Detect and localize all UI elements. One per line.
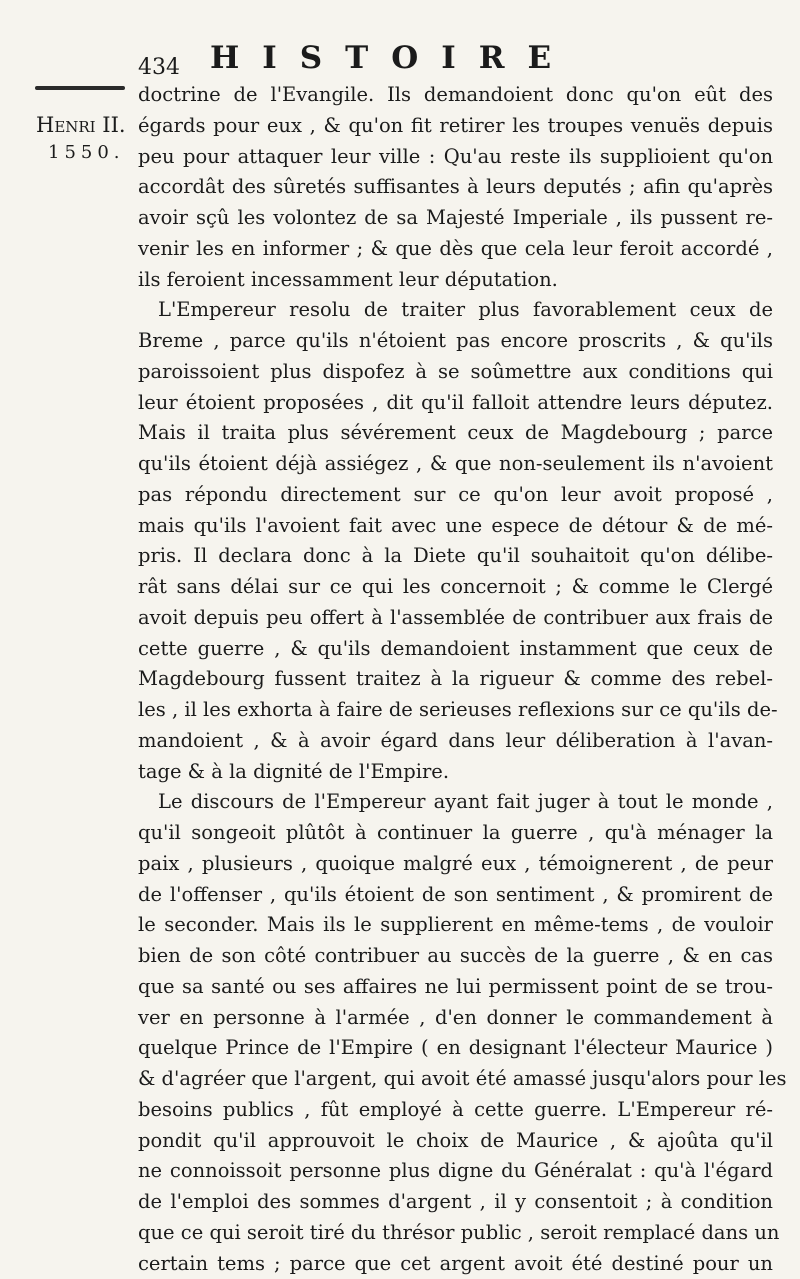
text-line: de l'emploi des sommes d'argent , il y consentoit ; à condition (138, 1187, 773, 1218)
margin-note-king: Henri II. (36, 113, 126, 137)
text-line: Magdebourg fussent traitez à la rigueur & comme des rebel- (138, 664, 773, 695)
text-line: ver en personne à l'armée , d'en donner le commandement à (138, 1003, 773, 1034)
text-line: Mais il traita plus sévérement ceux de Magdebourg ; parce (138, 418, 773, 449)
text-line: le seconder. Mais ils le supplierent en même-tems , de vouloir (138, 910, 773, 941)
text-line: quelque Prince de l'Empire ( en designant l'électeur Maurice ) (138, 1033, 773, 1064)
text-line: qu'il songeoit plûtôt à continuer la guerre , qu'à ménager la (138, 818, 773, 849)
text-line: les , il les exhorta à faire de serieuses reflexions sur ce qu'ils de- (138, 695, 773, 726)
text-line: mandoient , & à avoir égard dans leur déliberation à l'avan- (138, 726, 773, 757)
text-line: accordât des sûretés suffisantes à leurs deputés ; afin qu'après (138, 172, 773, 203)
page-number: 434 (138, 55, 180, 80)
text-line: que sa santé ou ses affaires ne lui permissent point de se trou- (138, 972, 773, 1003)
text-line: besoins publics , fût employé à cette guerre. L'Empereur ré- (138, 1095, 773, 1126)
text-line: pris. Il declara donc à la Diete qu'il souhaitoit qu'on délibe- (138, 541, 773, 572)
text-line: pas répondu directement sur ce qu'on leur avoit proposé , (138, 480, 773, 511)
text-line: paix , plusieurs , quoique malgré eux , témoignerent , de peur (138, 849, 773, 880)
text-line: ne connoissoit personne plus digne du Généralat : qu'à l'égard (138, 1156, 773, 1187)
text-line: égards pour eux , & qu'on fit retirer les troupes venuës depuis (138, 111, 773, 142)
margin-note-year: 1550. (48, 142, 125, 163)
text-line: doctrine de l'Evangile. Ils demandoient donc qu'on eût des (138, 80, 773, 111)
text-line: peu pour attaquer leur ville : Qu'au reste ils supplioient qu'on (138, 142, 773, 173)
text-line: rât sans délai sur ce qui les concernoit ; & comme le Clergé (138, 572, 773, 603)
running-title: HISTOIRE (210, 40, 574, 76)
text-line: bien de son côté contribuer au succès de la guerre , & en cas (138, 941, 773, 972)
header-rule (35, 86, 125, 90)
text-line: ils feroient incessamment leur députation. (138, 265, 773, 296)
text-line: leur étoient proposées , dit qu'il falloit attendre leurs députez. (138, 388, 773, 419)
text-line: certain tems ; parce que cet argent avoit été destiné pour un (138, 1249, 773, 1279)
text-line: paroissoient plus dispofez à se soûmettre aux conditions qui (138, 357, 773, 388)
text-line: & d'agréer que l'argent, qui avoit été amassé jusqu'alors pour les (138, 1064, 773, 1095)
text-line: tage & à la dignité de l'Empire. (138, 757, 773, 788)
text-line: cette guerre , & qu'ils demandoient instamment que ceux de (138, 634, 773, 665)
text-line: avoir sçû les volontez de sa Majesté Imperiale , ils pussent re- (138, 203, 773, 234)
text-line: qu'ils étoient déjà assiégez , & que non-seulement ils n'avoient (138, 449, 773, 480)
text-line: avoit depuis peu offert à l'assemblée de contribuer aux frais de (138, 603, 773, 634)
text-line: pondit qu'il approuvoit le choix de Maurice , & ajoûta qu'il (138, 1126, 773, 1157)
text-line: que ce qui seroit tiré du thrésor public , seroit remplacé dans un (138, 1218, 773, 1249)
text-line: L'Empereur resolu de traiter plus favorablement ceux de (138, 295, 773, 326)
text-line: Breme , parce qu'ils n'étoient pas encore proscrits , & qu'ils (138, 326, 773, 357)
text-line: venir les en informer ; & que dès que cela leur feroit accordé , (138, 234, 773, 265)
text-line: Le discours de l'Empereur ayant fait juger à tout le monde , (138, 787, 773, 818)
text-line: de l'offenser , qu'ils étoient de son sentiment , & promirent de (138, 880, 773, 911)
text-line: mais qu'ils l'avoient fait avec une espece de détour & de mé- (138, 511, 773, 542)
body-text (138, 80, 773, 1279)
